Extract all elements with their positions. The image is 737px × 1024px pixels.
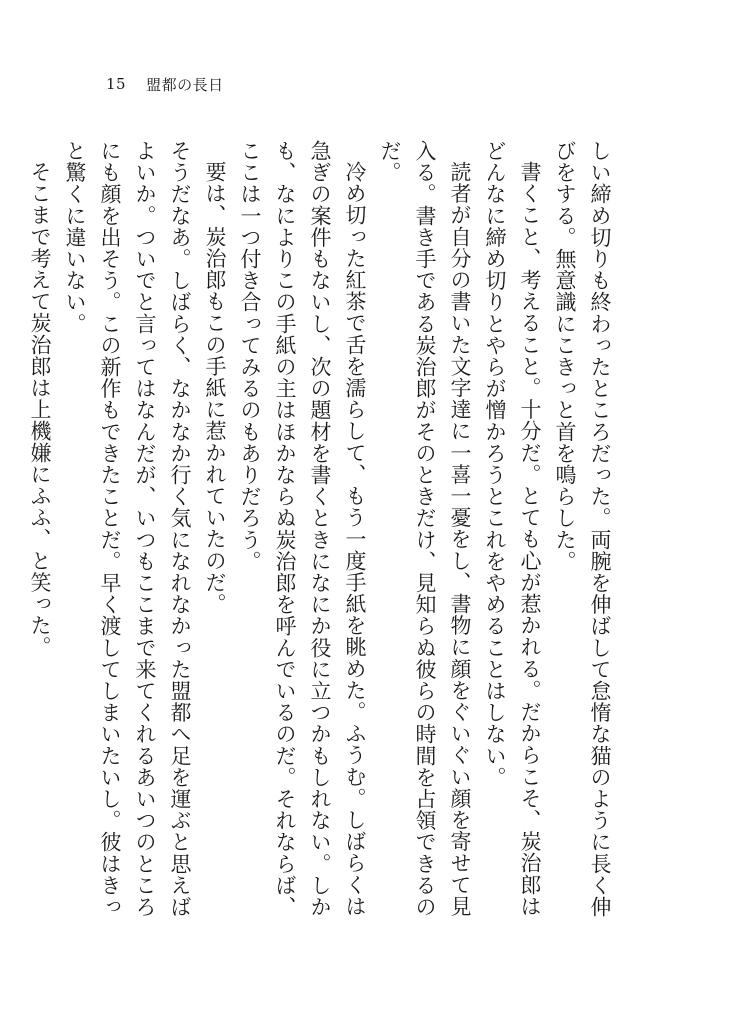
running-title: 盟都の長日: [146, 75, 224, 94]
paragraph-4: 冷め切った紅茶で舌を濡らして、もう一度手紙を眺めた。ふうむ。しばらくは急ぎの案件もないし、次の題材を書くときになにか役に立つかもしれない。しかも、なによりこの手紙の主はほかならぬ炭治郎を呼んでいるのだ。それならば、ここは一つ付き合ってみるのもありだろう。: [238, 140, 367, 918]
paragraph-7: そこまで考えて炭治郎は上機嫌にふふ、と笑った。: [28, 161, 52, 658]
paragraph-3: 読者が自分の書いた文字達に一喜一憂をし、書物に顔をぐいぐい顔を寄せて見入る。書き手である炭治郎がそのときだけ、見知らぬ彼らの時間を占領できるのだ。: [378, 140, 472, 918]
running-header: [106, 73, 224, 95]
paragraph-5: 要は、炭治郎もこの手紙に惹かれていたのだ。: [203, 161, 227, 615]
paragraph-2: 書くこと、考えること。十分だ。とても心が惹かれる。だからこそ、炭治郎はどんなに締め切りとやらが憎かろうとこれをやめることはしない。: [483, 140, 542, 917]
paragraph-1: しい締め切りも終わったところだった。両腕を伸ばして怠惰な猫のように長く伸びをする。無意識にこきっと首を鳴らした。: [553, 140, 612, 918]
vertical-body-text: [22, 140, 617, 920]
page-number: 15: [106, 75, 127, 93]
paragraph-6: そうだなあ。しばらく、なかなか行く気になれなかった盟都へ足を運ぶと思えばよいか。ついでと言ってはなんだが、いつもここまで来てくれるあいつのところにも顔を出そう。この新作もできたことだ。早く渡してしまいたいし。彼はきっと驚くに違いない。: [63, 140, 192, 918]
